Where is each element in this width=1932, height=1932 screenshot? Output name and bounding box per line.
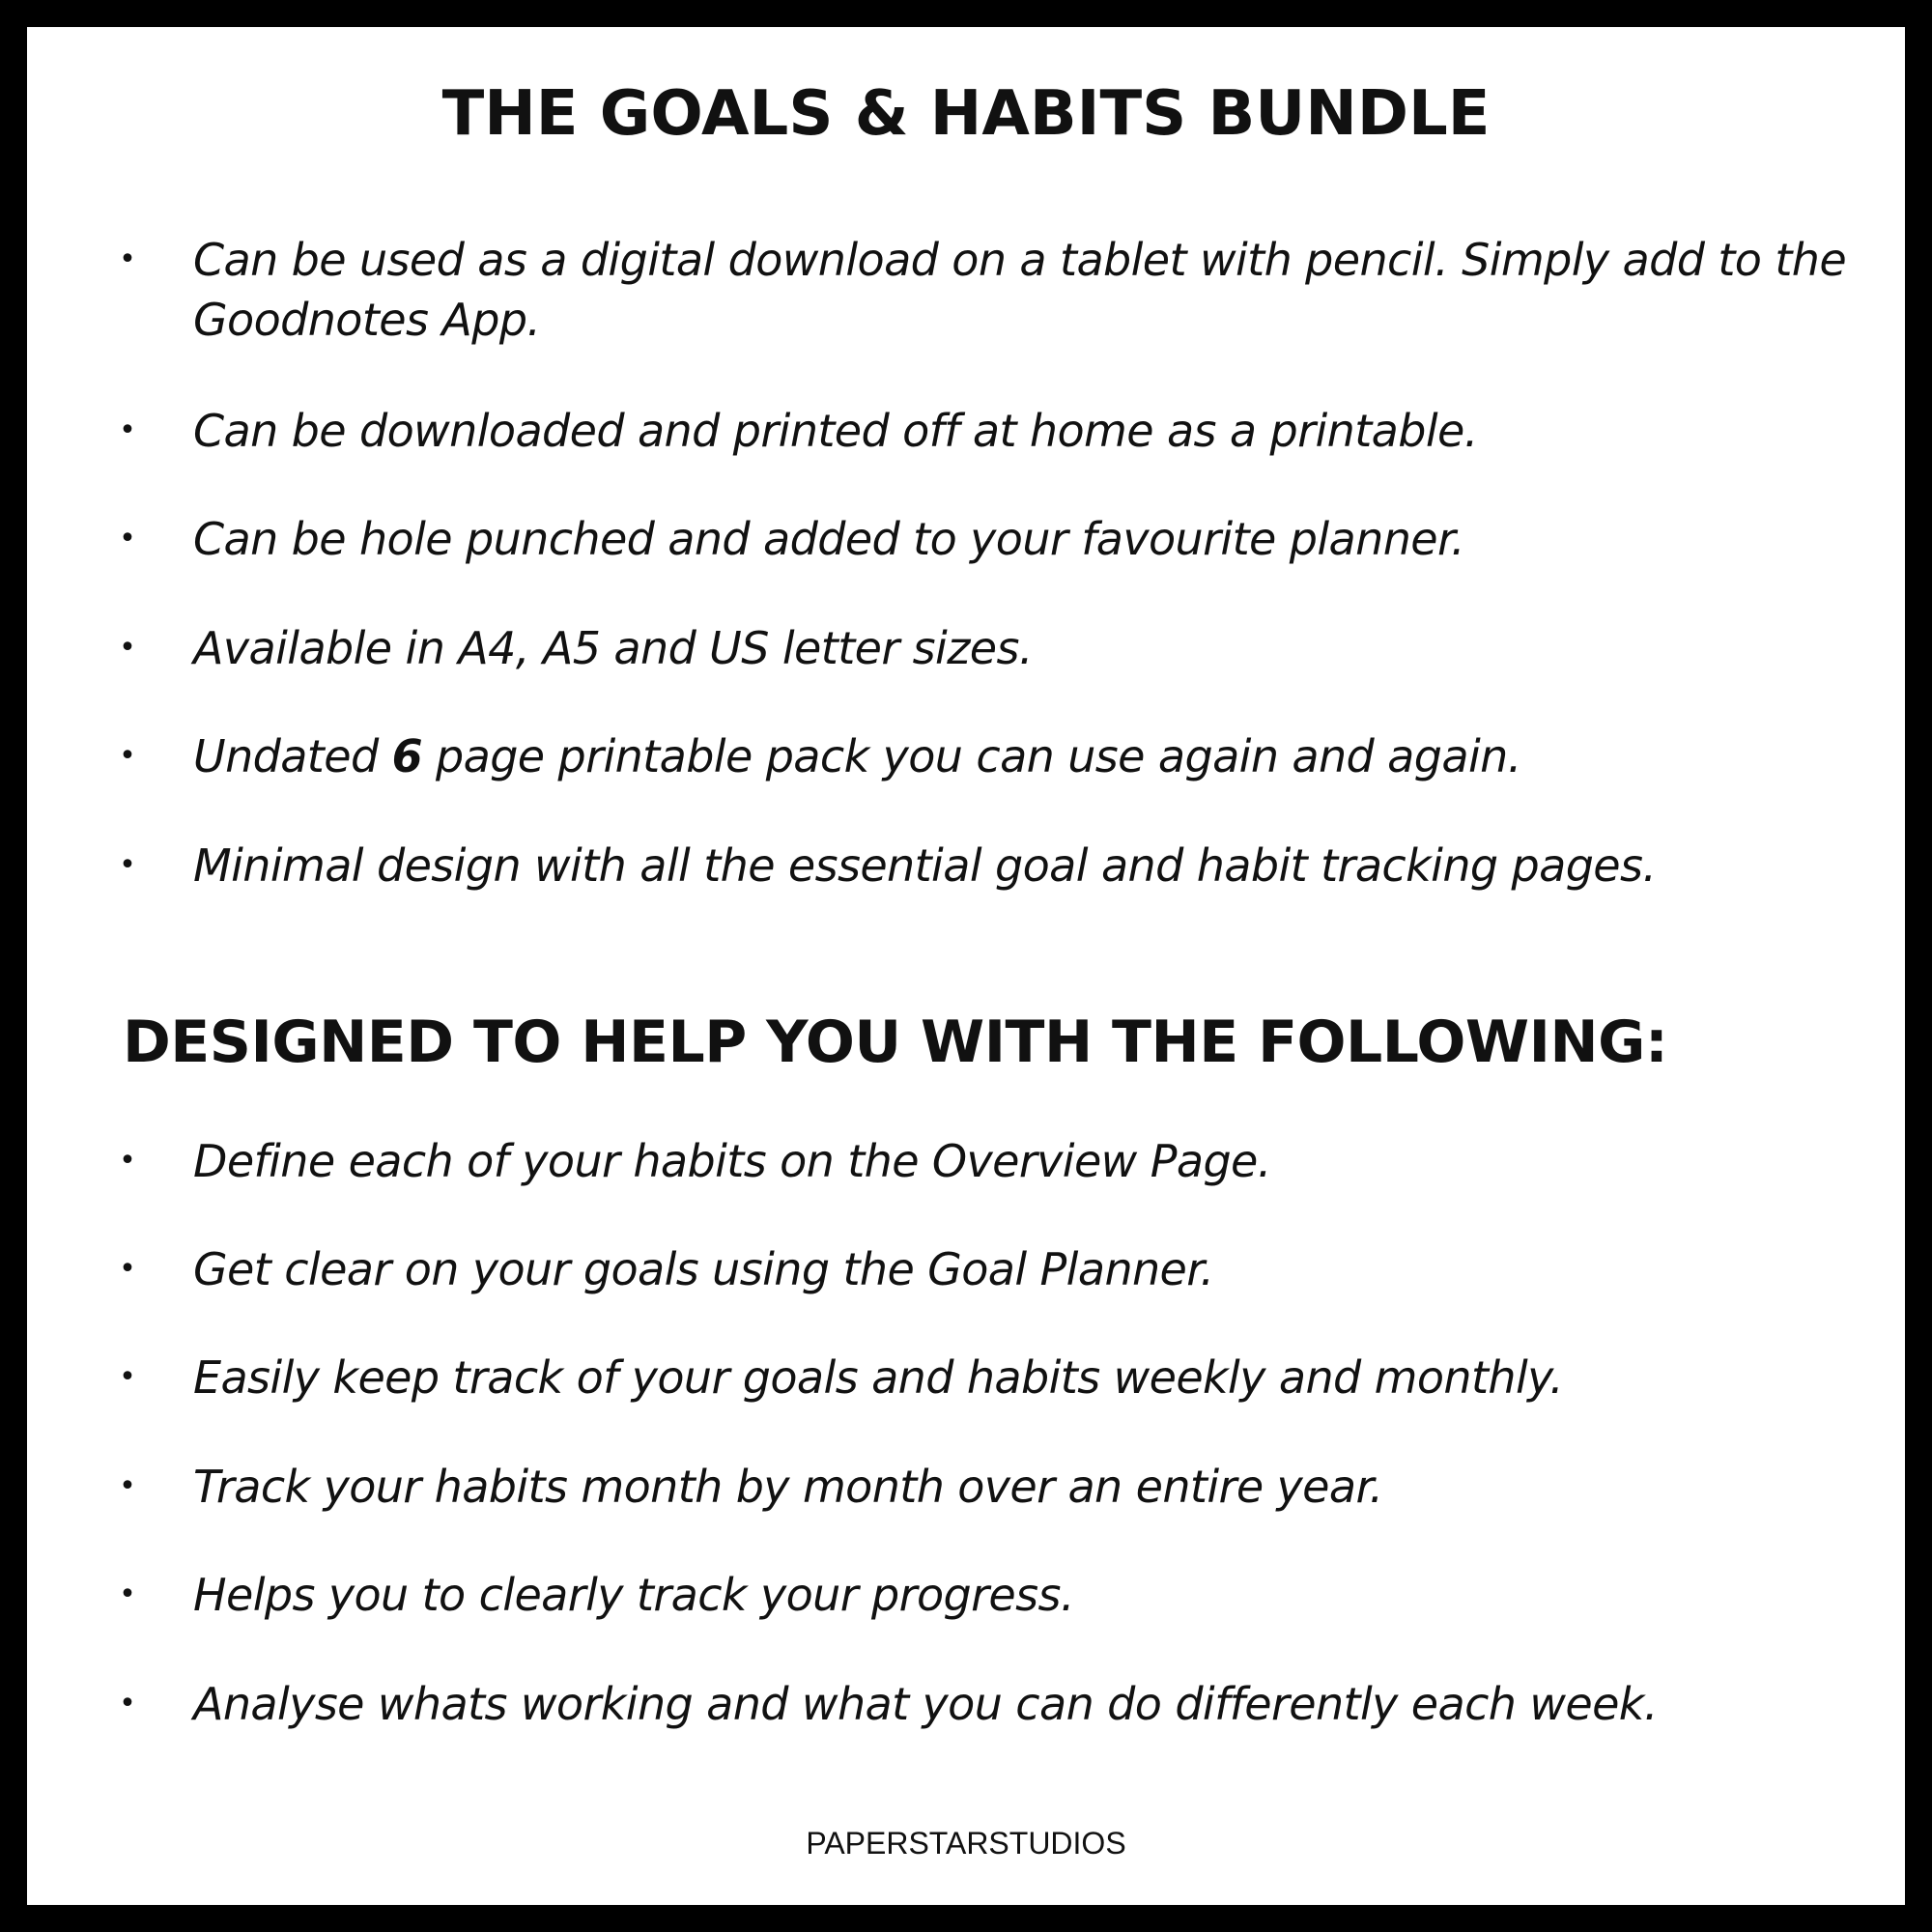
feature-text: Can be hole punched and added to your favourite planner. — [193, 513, 1465, 565]
bullet-icon: • — [119, 1144, 136, 1178]
benefit-text: Track your habits month by month over an entire year. — [193, 1461, 1383, 1513]
feature-text-before: Undated — [193, 730, 392, 782]
bullet-icon: • — [119, 1252, 136, 1286]
brand-footer: PAPERSTARSTUDIOS — [806, 1826, 1126, 1861]
feature-text: Can be downloaded and printed off at home as a printable. — [193, 405, 1478, 457]
benefit-text: Get clear on your goals using the Goal Planner. — [193, 1243, 1214, 1295]
bullet-icon: • — [119, 631, 136, 665]
bullet-icon: • — [119, 1360, 136, 1394]
feature-text: Minimal design with all the essential goal and habit tracking pages. — [193, 839, 1657, 892]
bullet-icon: • — [119, 848, 136, 882]
benefit-text: Easily keep track of your goals and habits weekly and monthly. — [193, 1351, 1564, 1404]
feature-text-after: page printable pack you can use again and again. — [422, 730, 1521, 782]
bullet-icon: • — [119, 1577, 136, 1611]
benefit-text: Analyse whats working and what you can do differently each week. — [193, 1678, 1658, 1730]
page-title: THE GOALS & HABITS BUNDLE — [441, 78, 1491, 150]
feature-text — [193, 726, 1893, 786]
feature-text: Can be used as a digital download on a tablet with pencil. Simply add to the Goodnotes App. — [193, 234, 1847, 346]
feature-text: Available in A4, A5 and US letter sizes. — [193, 622, 1033, 674]
benefit-text: Helps you to clearly track your progress. — [193, 1569, 1074, 1621]
bullet-icon: • — [119, 522, 136, 555]
bullet-icon: • — [119, 739, 136, 773]
benefit-text: Define each of your habits on the Overview Page. — [193, 1135, 1271, 1187]
section-heading: DESIGNED TO HELP YOU WITH THE FOLLOWING: — [123, 1009, 1668, 1076]
bullet-icon: • — [119, 1469, 136, 1503]
bullet-icon: • — [119, 1687, 136, 1720]
page-count: 6 — [391, 730, 422, 782]
bullet-icon: • — [119, 413, 136, 447]
bullet-icon: • — [119, 242, 136, 276]
